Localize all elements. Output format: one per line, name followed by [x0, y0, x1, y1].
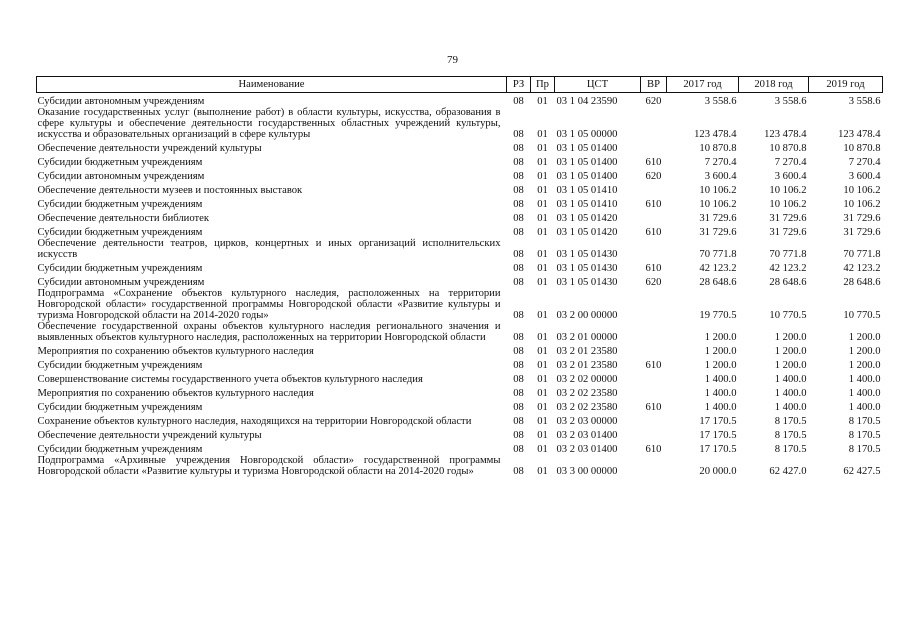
cell-2018: 42 123.2 [769, 262, 807, 274]
cell-name: Субсидии бюджетным учреждениям [37, 226, 203, 238]
cell-cst: 03 1 05 01400 [556, 142, 618, 154]
cell-2018: 70 771.8 [769, 248, 807, 260]
cell-pr: 01 [537, 226, 548, 238]
cell-2017: 3 600.4 [704, 170, 737, 182]
cell-2019: 10 106.2 [843, 184, 881, 196]
cell-rz: 08 [513, 401, 524, 413]
header-rz: РЗ [507, 77, 531, 93]
table-row [37, 288, 883, 321]
cell-name: Субсидии автономным учреждениям [37, 276, 205, 288]
cell-2019: 7 270.4 [848, 156, 881, 168]
cell-rz: 08 [513, 359, 524, 371]
cell-pr: 01 [537, 345, 548, 357]
cell-2017: 17 170.5 [699, 443, 737, 455]
cell-vr [641, 107, 667, 140]
cell-vr [641, 413, 667, 427]
cell-2017: 17 170.5 [699, 429, 737, 441]
cell-rz: 08 [513, 276, 524, 288]
cell-2017: 3 558.6 [704, 95, 737, 107]
cell-2017: 7 270.4 [704, 156, 737, 168]
cell-2018: 10 770.5 [769, 309, 807, 321]
cell-rz: 08 [513, 309, 524, 321]
cell-cst: 03 1 05 01430 [556, 248, 618, 260]
table-row [37, 357, 883, 371]
header-name: Наименование [37, 77, 507, 93]
table-row [37, 455, 883, 477]
cell-2019: 28 648.6 [843, 276, 881, 288]
cell-cst: 03 1 05 01420 [556, 212, 618, 224]
cell-2018: 3 600.4 [774, 170, 807, 182]
cell-2019: 70 771.8 [843, 248, 881, 260]
cell-pr: 01 [537, 387, 548, 399]
cell-name: Обеспечение деятельности библиотек [37, 212, 209, 224]
header-2018: 2018 год [739, 77, 809, 93]
cell-cst: 03 2 02 23580 [556, 387, 618, 399]
cell-cst: 03 2 00 00000 [556, 309, 618, 321]
cell-pr: 01 [537, 184, 548, 196]
cell-rz: 08 [513, 443, 524, 455]
cell-name: Обеспечение государственной охраны объектов культурного наследия регионального значения и выявленных объектов культурного наследия, расположенных на территории Новгородской области [37, 320, 501, 343]
cell-pr: 01 [537, 465, 548, 477]
cell-name: Подпрограмма «Архивные учреждения Новгородской области» государственной программы Новгородской области «Развитие культуры и туризма Новгородской области на 2014-2020 годы» [37, 454, 501, 477]
cell-name: Субсидии бюджетным учреждениям [37, 443, 203, 455]
cell-cst: 03 1 05 01430 [556, 262, 618, 274]
cell-cst: 03 2 01 00000 [556, 331, 618, 343]
cell-2017: 19 770.5 [699, 309, 737, 321]
cell-2019: 8 170.5 [848, 429, 881, 441]
cell-2018: 1 200.0 [774, 345, 807, 357]
table-row [37, 274, 883, 288]
cell-2017: 70 771.8 [699, 248, 737, 260]
cell-rz: 08 [513, 128, 524, 140]
cell-2017: 1 200.0 [704, 345, 737, 357]
cell-2018: 8 170.5 [774, 429, 807, 441]
table-row [37, 210, 883, 224]
cell-2018: 1 400.0 [774, 387, 807, 399]
cell-2018: 7 270.4 [774, 156, 807, 168]
cell-rz: 08 [513, 387, 524, 399]
cell-name: Субсидии бюджетным учреждениям [37, 156, 203, 168]
table-row [37, 182, 883, 196]
cell-vr: 610 [645, 443, 662, 455]
header-cst: ЦСТ [555, 77, 641, 93]
cell-2019: 1 200.0 [848, 331, 881, 343]
page-number: 79 [447, 54, 458, 66]
cell-2017: 1 400.0 [704, 387, 737, 399]
cell-2018: 10 106.2 [769, 198, 807, 210]
header-2017: 2017 год [667, 77, 739, 93]
cell-2018: 10 106.2 [769, 184, 807, 196]
cell-rz: 08 [513, 415, 524, 427]
cell-2019: 1 200.0 [848, 359, 881, 371]
cell-rz: 08 [513, 345, 524, 357]
table-row [37, 321, 883, 343]
cell-rz: 08 [513, 465, 524, 477]
cell-name: Обеспечение деятельности учреждений культуры [37, 429, 262, 441]
cell-pr: 01 [537, 415, 548, 427]
cell-2018: 1 200.0 [774, 359, 807, 371]
cell-rz: 08 [513, 429, 524, 441]
cell-name: Обеспечение деятельности музеев и постоянных выставок [37, 184, 303, 196]
cell-pr: 01 [537, 443, 548, 455]
cell-cst: 03 1 05 01400 [556, 156, 618, 168]
cell-name: Субсидии бюджетным учреждениям [37, 198, 203, 210]
cell-name: Совершенствование системы государственного учета объектов культурного наследия [37, 373, 423, 385]
cell-2017: 31 729.6 [699, 226, 737, 238]
cell-rz: 08 [513, 248, 524, 260]
cell-rz: 08 [513, 142, 524, 154]
cell-2019: 31 729.6 [843, 226, 881, 238]
cell-vr [641, 140, 667, 154]
cell-rz: 08 [513, 212, 524, 224]
cell-2018: 1 200.0 [774, 331, 807, 343]
table-row [37, 93, 883, 107]
cell-2018: 31 729.6 [769, 226, 807, 238]
cell-2017: 20 000.0 [699, 465, 737, 477]
cell-2018: 123 478.4 [764, 128, 807, 140]
cell-rz: 08 [513, 331, 524, 343]
table-row [37, 413, 883, 427]
cell-2019: 10 870.8 [843, 142, 881, 154]
table-row [37, 427, 883, 441]
cell-2018: 3 558.6 [774, 95, 807, 107]
cell-name: Оказание государственных услуг (выполнение работ) в области культуры, искусства, образования в сфере культуры и обеспечение деятельности государственных областных учреждений культуры, искусства и образовательных организаций в сфере культуры [37, 106, 501, 140]
cell-vr: 610 [645, 226, 662, 238]
cell-name: Субсидии бюджетным учреждениям [37, 401, 203, 413]
cell-2018: 28 648.6 [769, 276, 807, 288]
cell-pr: 01 [537, 212, 548, 224]
cell-name: Подпрограмма «Сохранение объектов культурного наследия, расположенных на территории Новгородской области» государственной программы Новгородской области «Развитие культуры и туризма Новгородской области на 2014-2020 годы» [37, 287, 501, 321]
cell-vr [641, 238, 667, 260]
header-2019: 2019 год [809, 77, 883, 93]
cell-pr: 01 [537, 156, 548, 168]
cell-2017: 31 729.6 [699, 212, 737, 224]
cell-2018: 1 400.0 [774, 373, 807, 385]
table-row [37, 238, 883, 260]
budget-table [36, 76, 883, 477]
table-row [37, 441, 883, 455]
cell-vr: 610 [645, 262, 662, 274]
cell-2018: 1 400.0 [774, 401, 807, 413]
cell-2019: 1 400.0 [848, 387, 881, 399]
cell-2018: 10 870.8 [769, 142, 807, 154]
cell-cst: 03 2 01 23580 [556, 359, 618, 371]
cell-2017: 28 648.6 [699, 276, 737, 288]
table-row [37, 140, 883, 154]
cell-pr: 01 [537, 359, 548, 371]
cell-rz: 08 [513, 373, 524, 385]
cell-cst: 03 1 05 01420 [556, 226, 618, 238]
cell-pr: 01 [537, 429, 548, 441]
table-row [37, 168, 883, 182]
cell-vr [641, 288, 667, 321]
cell-pr: 01 [537, 262, 548, 274]
cell-name: Обеспечение деятельности театров, цирков, концертных и иных организаций исполнительских искусств [37, 237, 501, 260]
cell-2019: 1 400.0 [848, 401, 881, 413]
cell-name: Сохранение объектов культурного наследия, находящихся на территории Новгородской области [37, 415, 472, 427]
cell-cst: 03 2 03 01400 [556, 429, 618, 441]
cell-2019: 10 106.2 [843, 198, 881, 210]
cell-vr: 610 [645, 359, 662, 371]
cell-pr: 01 [537, 142, 548, 154]
cell-vr [641, 385, 667, 399]
table-row [37, 224, 883, 238]
cell-pr: 01 [537, 128, 548, 140]
cell-2018: 8 170.5 [774, 443, 807, 455]
cell-name: Субсидии бюджетным учреждениям [37, 359, 203, 371]
cell-vr: 610 [645, 198, 662, 210]
cell-name: Субсидии автономным учреждениям [37, 95, 205, 107]
cell-2019: 3 558.6 [848, 95, 881, 107]
cell-name: Обеспечение деятельности учреждений культуры [37, 142, 262, 154]
cell-vr [641, 321, 667, 343]
cell-cst: 03 3 00 00000 [556, 465, 618, 477]
table-body [37, 93, 883, 477]
table-row [37, 399, 883, 413]
cell-pr: 01 [537, 248, 548, 260]
table-row [37, 154, 883, 168]
cell-rz: 08 [513, 262, 524, 274]
cell-rz: 08 [513, 184, 524, 196]
table-header-row [37, 77, 883, 93]
cell-2017: 123 478.4 [694, 128, 737, 140]
cell-pr: 01 [537, 309, 548, 321]
cell-rz: 08 [513, 156, 524, 168]
cell-vr [641, 182, 667, 196]
table-row [37, 107, 883, 140]
cell-2019: 31 729.6 [843, 212, 881, 224]
cell-vr [641, 210, 667, 224]
cell-2019: 1 400.0 [848, 373, 881, 385]
header-vr: ВР [641, 77, 667, 93]
cell-rz: 08 [513, 226, 524, 238]
cell-cst: 03 1 05 01410 [556, 184, 618, 196]
cell-cst: 03 1 05 01400 [556, 170, 618, 182]
cell-2018: 31 729.6 [769, 212, 807, 224]
table-row [37, 371, 883, 385]
cell-pr: 01 [537, 198, 548, 210]
cell-name: Субсидии бюджетным учреждениям [37, 262, 203, 274]
cell-2017: 17 170.5 [699, 415, 737, 427]
cell-2017: 10 106.2 [699, 184, 737, 196]
header-pr: Пр [531, 77, 555, 93]
cell-pr: 01 [537, 401, 548, 413]
cell-pr: 01 [537, 170, 548, 182]
cell-cst: 03 1 05 00000 [556, 128, 618, 140]
cell-pr: 01 [537, 331, 548, 343]
cell-2017: 1 200.0 [704, 359, 737, 371]
cell-2017: 1 400.0 [704, 401, 737, 413]
cell-name: Субсидии автономным учреждениям [37, 170, 205, 182]
cell-2019: 62 427.5 [843, 465, 881, 477]
table-row [37, 196, 883, 210]
cell-2019: 42 123.2 [843, 262, 881, 274]
cell-cst: 03 2 01 23580 [556, 345, 618, 357]
cell-2017: 10 106.2 [699, 198, 737, 210]
cell-vr [641, 343, 667, 357]
cell-vr [641, 427, 667, 441]
cell-vr: 620 [645, 170, 662, 182]
cell-2018: 62 427.0 [769, 465, 807, 477]
cell-2018: 8 170.5 [774, 415, 807, 427]
cell-name: Мероприятия по сохранению объектов культурного наследия [37, 387, 314, 399]
cell-2017: 1 400.0 [704, 373, 737, 385]
cell-2017: 42 123.2 [699, 262, 737, 274]
cell-pr: 01 [537, 276, 548, 288]
cell-2017: 1 200.0 [704, 331, 737, 343]
cell-cst: 03 1 05 01410 [556, 198, 618, 210]
table-row [37, 260, 883, 274]
cell-vr: 620 [645, 276, 662, 288]
cell-pr: 01 [537, 95, 548, 107]
cell-2019: 3 600.4 [848, 170, 881, 182]
cell-vr: 620 [645, 95, 662, 107]
cell-rz: 08 [513, 95, 524, 107]
cell-cst: 03 2 02 00000 [556, 373, 618, 385]
cell-cst: 03 1 05 01430 [556, 276, 618, 288]
cell-rz: 08 [513, 170, 524, 182]
cell-2019: 123 478.4 [838, 128, 881, 140]
cell-2017: 10 870.8 [699, 142, 737, 154]
cell-cst: 03 2 03 01400 [556, 443, 618, 455]
table-row [37, 343, 883, 357]
cell-2019: 8 170.5 [848, 443, 881, 455]
cell-2019: 8 170.5 [848, 415, 881, 427]
cell-vr: 610 [645, 156, 662, 168]
cell-cst: 03 2 02 23580 [556, 401, 618, 413]
cell-cst: 03 1 04 23590 [556, 95, 618, 107]
cell-name: Мероприятия по сохранению объектов культурного наследия [37, 345, 314, 357]
cell-vr [641, 455, 667, 477]
cell-rz: 08 [513, 198, 524, 210]
cell-2019: 10 770.5 [843, 309, 881, 321]
table-row [37, 385, 883, 399]
cell-vr [641, 371, 667, 385]
cell-2019: 1 200.0 [848, 345, 881, 357]
cell-cst: 03 2 03 00000 [556, 415, 618, 427]
cell-pr: 01 [537, 373, 548, 385]
cell-vr: 610 [645, 401, 662, 413]
